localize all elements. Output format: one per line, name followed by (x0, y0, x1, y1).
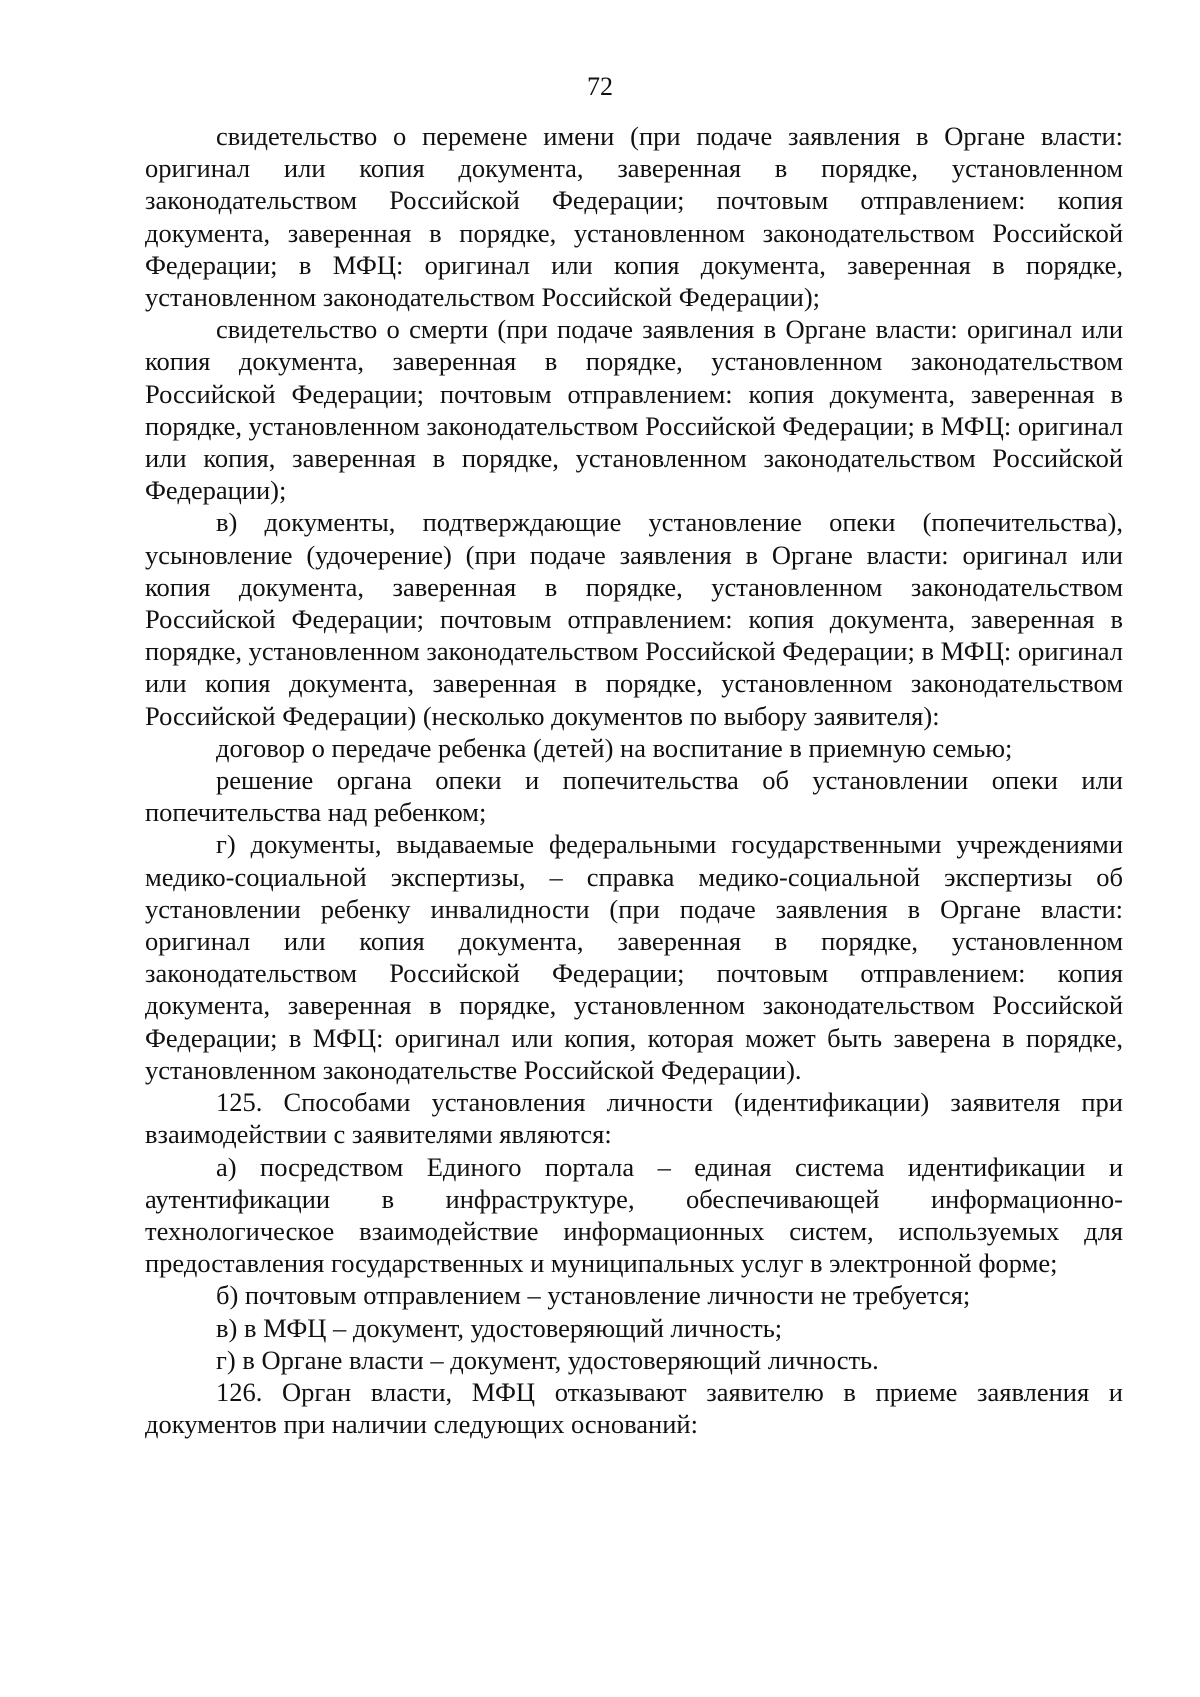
paragraph-item-126: 126. Орган власти, МФЦ отказывают заявителю в приеме заявления и документов при наличии следующих оснований: (145, 1376, 1123, 1440)
paragraph-death-certificate: свидетельство о смерти (при подаче заявления в Органе власти: оригинал или копия документа, заверенная в порядке, установленном законодательством Российской Федерации; почтовым отправлением: копия документа, заверенная в порядке, установленном законодательством Российской Федерации; в МФЦ: оригинал или копия, заверенная в порядке, установленном законодательством Российской Федерации); (145, 314, 1123, 506)
page-number: 72 (587, 72, 613, 101)
paragraph-item-125-a: а) посредством Единого портала – единая система идентификации и аутентификации в инфраструктуре, обеспечивающей информационно-технологическое взаимодействие информационных систем, используемых для предоставления государственных и муниципальных услуг в электронной форме; (145, 1151, 1123, 1279)
paragraph-foster-family-contract: договор о передаче ребенка (детей) на воспитание в приемную семью; (216, 732, 1013, 763)
paragraph-guardianship-decision: решение органа опеки и попечительства об установлении опеки или попечительства над ребенком; (145, 765, 1123, 828)
paragraph-name-change-certificate: свидетельство о перемене имени (при подаче заявления в Органе власти: оригинал или копия документа, заверенная в порядке, установленном законодательством Российской Федерации; почтовым отправлением: копия документа, заверенная в порядке, установленном законодательством Российской Федерации; в МФЦ: оригинал или копия документа, заверенная в порядке, установленном законодательством Российской Федерации); (145, 121, 1123, 313)
paragraph-item-125-v: в) в МФЦ – документ, удостоверяющий личность; (216, 1312, 783, 1343)
document-body (145, 120, 1123, 1440)
paragraph-guardianship-documents: в) документы, подтверждающие установление опеки (попечительства), усыновление (удочерение) (при подаче заявления в Органе власти: оригинал или копия документа, заверенная в порядке, установленном законодательством Российской Федерации; почтовым отправлением: копия документа, заверенная в порядке, установленном законодательством Российской Федерации; в МФЦ: оригинал или копия документа, заверенная в порядке, установленном законодательством Российской Федерации) (несколько документов по выбору заявителя): (145, 507, 1123, 731)
paragraph-item-125-g: г) в Органе власти – документ, удостоверяющий личность. (216, 1344, 879, 1375)
paragraph-item-125-b: б) почтовым отправлением – установление личности не требуется; (216, 1280, 971, 1311)
paragraph-disability-certificate: г) документы, выдаваемые федеральными государственными учреждениями медико-социальной экспертизы, – справка медико-социальной экспертизы об установлении ребенку инвалидности (при подаче заявления в Органе власти: оригинал или копия документа, заверенная в порядке, установленном законодательством Российской Федерации; почтовым отправлением: копия документа, заверенная в порядке, установленном законодательством Российской Федерации; в МФЦ: оригинал или копия, которая может быть заверена в порядке, установленном законодательстве Российской Федерации). (145, 829, 1123, 1085)
paragraph-item-125: 125. Способами установления личности (идентификации) заявителя при взаимодействии с заявителями являются: (145, 1087, 1123, 1150)
